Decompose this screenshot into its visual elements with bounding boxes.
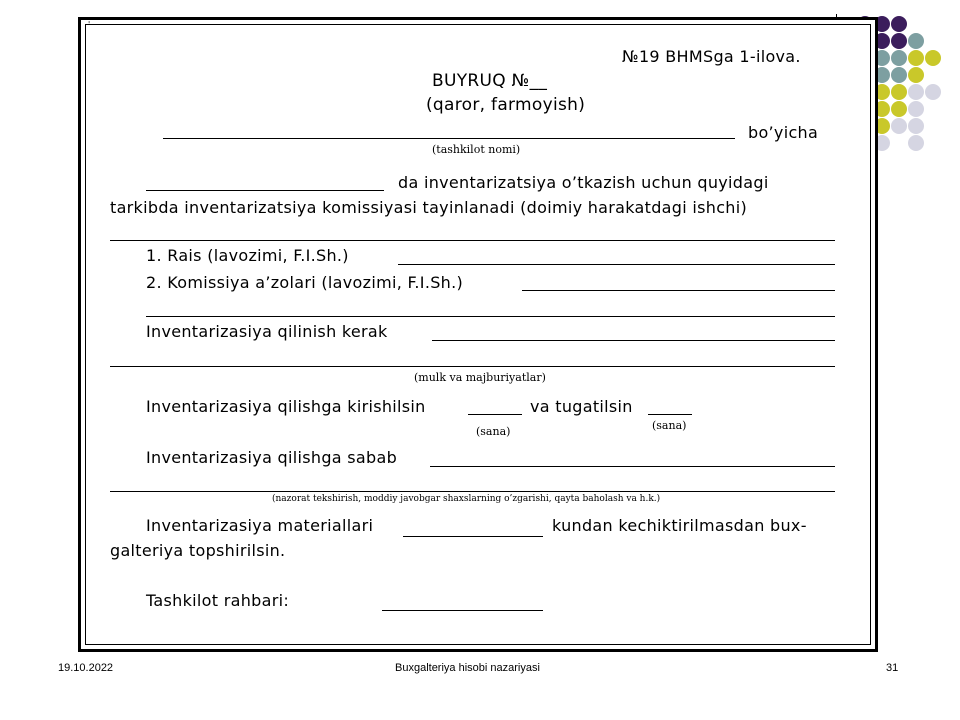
- signature-line: [382, 610, 543, 611]
- must-inventory-line: [432, 340, 835, 341]
- reason-line: [430, 466, 835, 467]
- commission-intro-text: tarkibda inventarizatsiya komissiyasi tayinlanadi (doimiy harakatdagi ishchi): [110, 198, 748, 217]
- reason-caption: (nazorat tekshirish, moddiy javobgar shaxslarning o’zgarishi, qayta baholash va h.k.): [272, 494, 661, 504]
- order-title: BUYRUQ №__: [432, 71, 548, 91]
- property-line: [110, 366, 835, 367]
- property-caption: (mulk va majburiyatlar): [414, 371, 546, 384]
- materials-continuation: galteriya topshirilsin.: [110, 541, 286, 560]
- must-inventory-label: Inventarizasiya qilinish kerak: [146, 322, 388, 341]
- materials-date-line: [403, 536, 543, 537]
- footer-course-title: Buxgalteriya hisobi nazariyasi: [395, 662, 540, 674]
- blank-line-2: [146, 316, 835, 317]
- appendix-label: №19 BHMSga 1-ilova.: [622, 47, 801, 66]
- footer-date: 19.10.2022: [58, 662, 114, 674]
- end-date-caption: (sana): [652, 419, 687, 432]
- materials-label: Inventarizasiya materiallari: [146, 516, 374, 535]
- order-subtitle: (qaror, farmoyish): [426, 95, 586, 115]
- start-date-line: [468, 414, 522, 415]
- end-date-line: [648, 414, 692, 415]
- chairman-line: [398, 264, 835, 265]
- footer-page-number: 31: [886, 662, 899, 674]
- start-date-caption: (sana): [476, 425, 511, 438]
- members-label: 2. Komissiya a’zolari (lavozimi, F.I.Sh.): [146, 273, 464, 292]
- reason-line-2: [110, 491, 835, 492]
- blank-line-1: [110, 240, 835, 241]
- members-line: [522, 290, 835, 291]
- head-label: Tashkilot rahbari:: [146, 591, 290, 610]
- org-name-caption: (tashkilot nomi): [432, 143, 521, 156]
- start-label: Inventarizasiya qilishga kirishilsin: [146, 397, 426, 416]
- by-label: bo’yicha: [748, 123, 819, 142]
- org-name-line: [163, 138, 735, 139]
- end-label: va tugatilsin: [530, 397, 633, 416]
- inventory-intro-text: da inventarizatsiya o’tkazish uchun quyidagi: [398, 173, 769, 192]
- scan-mark: ': [88, 20, 91, 29]
- place-line: [146, 190, 384, 191]
- materials-tail-text: kundan kechiktirilmasdan bux-: [552, 516, 807, 535]
- chairman-label: 1. Rais (lavozimi, F.I.Sh.): [146, 246, 349, 265]
- reason-label: Inventarizasiya qilishga sabab: [146, 448, 398, 467]
